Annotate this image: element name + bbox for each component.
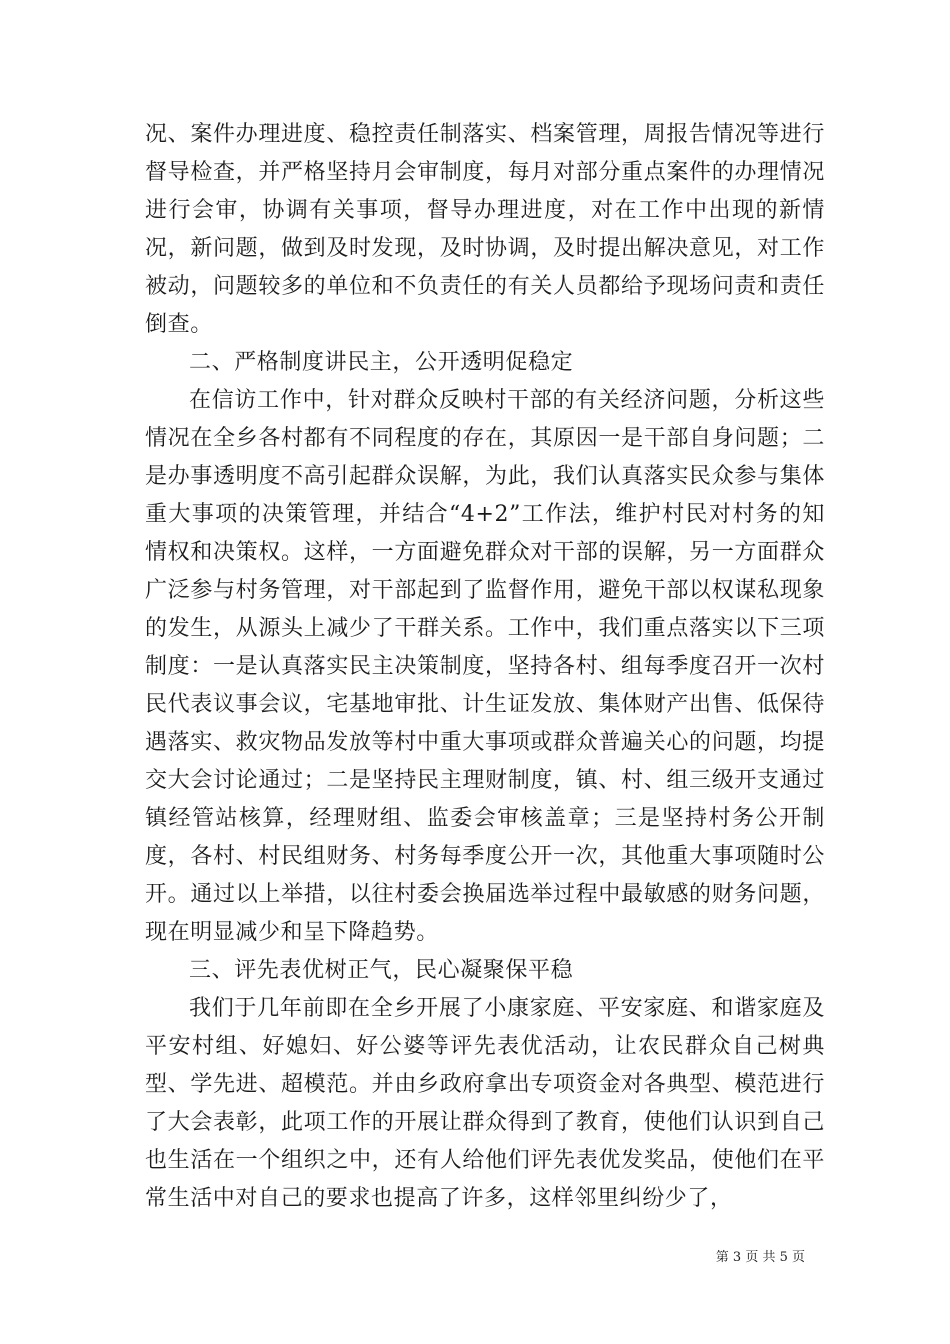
section-heading-3: 三、评先表优树正气，民心凝聚保平稳 <box>189 958 574 983</box>
paragraph-section-2: 在信访工作中，针对群众反映村干部的有关经济问题，分析这些情况在全乡各村都有不同程度的存在，其原因一是干部自身问题；二是办事透明度不高引起群众误解，为此，我们认真落实民众参与集体重大事项的决策管理，并结合“4+2”工作法，维护村民对村务的知情权和决策权。这样，一方面避免群众对干部的误解，另一方面群众广泛参与村务管理，对干部起到了监督作用，避免干部以权谋私现象的发生，从源头上减少了干群关系。工作中，我们重点落实以下三项制度：一是认真落实民主决策制度，坚持各村、组每季度召开一次村民代表议事会议，宅基地审批、计生证发放、集体财产出售、低保待遇落实、救灾物品发放等村中重大事项或群众普遍关心的问题，均提交大会讨论通过；二是坚持民主理财制度，镇、村、组三级开支通过镇经管站核算，经理财组、监委会审核盖章；三是坚持村务公开制度，各村、村民组财务、村务每季度公开一次，其他重大事项随时公开。通过以上举措，以往村委会换届选举过程中最敏感的财务问题，现在明显减少和呈下降趋势。 <box>145 388 825 945</box>
page-number: 第 3 页 共 5 页 <box>715 1250 805 1265</box>
paragraph-section-3: 我们于几年前即在全乡开展了小康家庭、平安家庭、和谐家庭及平安村组、好媳妇、好公婆等评先表优活动，让农民群众自己树典型、学先进、超模范。并由乡政府拿出专项资金对各典型、模范进行了大会表彰，此项工作的开展让群众得到了教育，使他们认识到自己也生活在一个组织之中，还有人给他们评先表优发奖品，使他们在平常生活中对自己的要求也提高了许多，这样邻里纠纷少了， <box>145 996 825 1211</box>
paragraph-continuation: 况、案件办理进度、稳控责任制落实、档案管理，周报告情况等进行督导检查，并严格坚持月会审制度，每月对部分重点案件的办理情况进行会审，协调有关事项，督导办理进度，对在工作中出现的新情况，新问题，做到及时发现，及时协调，及时提出解决意见，对工作被动，问题较多的单位和不负责任的有关人员都给予现场问责和责任倒查。 <box>145 122 825 337</box>
document-body <box>145 116 825 1218</box>
section-heading-2: 二、严格制度讲民主，公开透明促稳定 <box>189 350 574 375</box>
